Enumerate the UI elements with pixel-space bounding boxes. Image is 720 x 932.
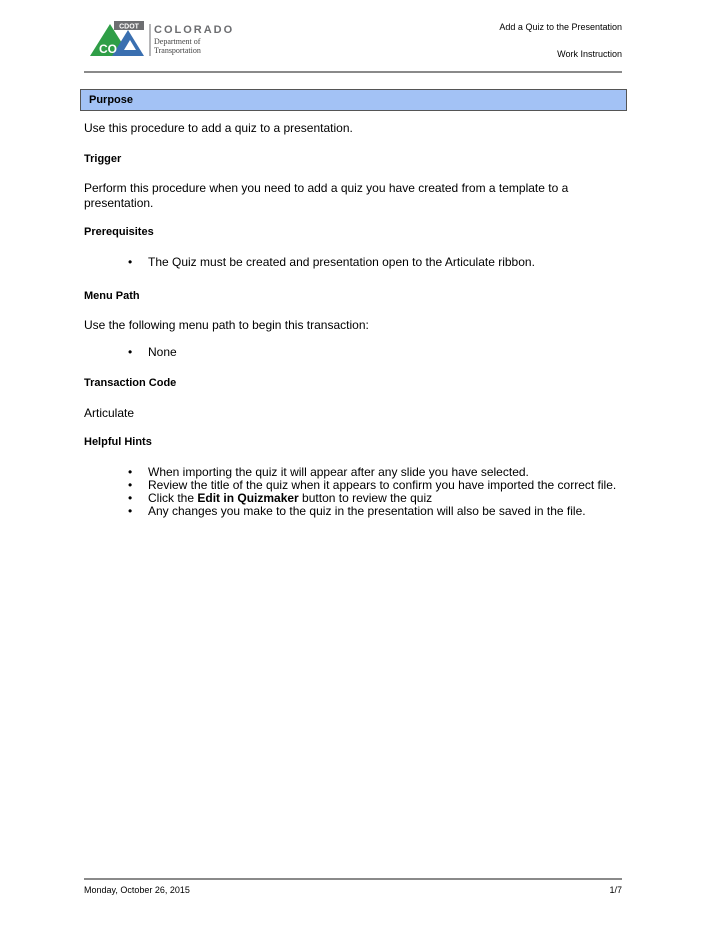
trigger-heading: Trigger [84,153,122,165]
logo-org-line1: COLORADO [154,24,235,36]
purpose-text: Use this procedure to add a quiz to a presentation. [84,121,353,135]
header-divider [84,71,622,73]
page-number: 1/7 [609,885,622,895]
transaction-code-text: Articulate [84,406,135,420]
hint-emphasis: Edit in Quizmaker [197,491,299,505]
hint-text: button to review the quiz [298,491,433,505]
purpose-heading: Purpose [89,94,134,106]
logo-badge-text: CDOT [119,23,139,31]
document-title: Add a Quiz to the Presentation [499,22,622,32]
footer-divider [84,878,622,880]
prerequisites-list [128,256,535,269]
menu-path-text: Use the following menu path to begin this transaction: [84,318,369,332]
list-item: • When importing the quiz it will appear after any slide you have selected. [128,466,616,479]
list-item: • Any changes you make to the quiz in the presentation will also be saved in the file. [128,505,616,518]
prerequisites-heading: Prerequisites [84,226,154,238]
purpose-banner [80,89,627,111]
menu-path-list [128,346,177,359]
list-item: • The Quiz must be created and presentation open to the Articulate ribbon. [128,256,535,269]
list-item: • None [128,346,177,359]
helpful-hints-list [128,466,616,518]
footer-date: Monday, October 26, 2015 [84,885,190,895]
helpful-hints-heading: Helpful Hints [84,436,152,448]
list-item: • Review the title of the quiz when it appears to confirm you have imported the correct file. [128,479,616,492]
menu-path-heading: Menu Path [84,290,140,302]
trigger-text: Perform this procedure when you need to add a quiz you have created from a template to a presentation. [84,181,569,210]
logo-org-line2: Department of [154,37,201,46]
logo-org-line3: Transportation [154,46,201,55]
transaction-code-heading: Transaction Code [84,377,177,389]
hint-text: Click the [148,491,198,505]
cdot-logo [88,20,248,60]
document-subtitle: Work Instruction [557,49,622,59]
logo-state-text: CO [99,42,117,56]
